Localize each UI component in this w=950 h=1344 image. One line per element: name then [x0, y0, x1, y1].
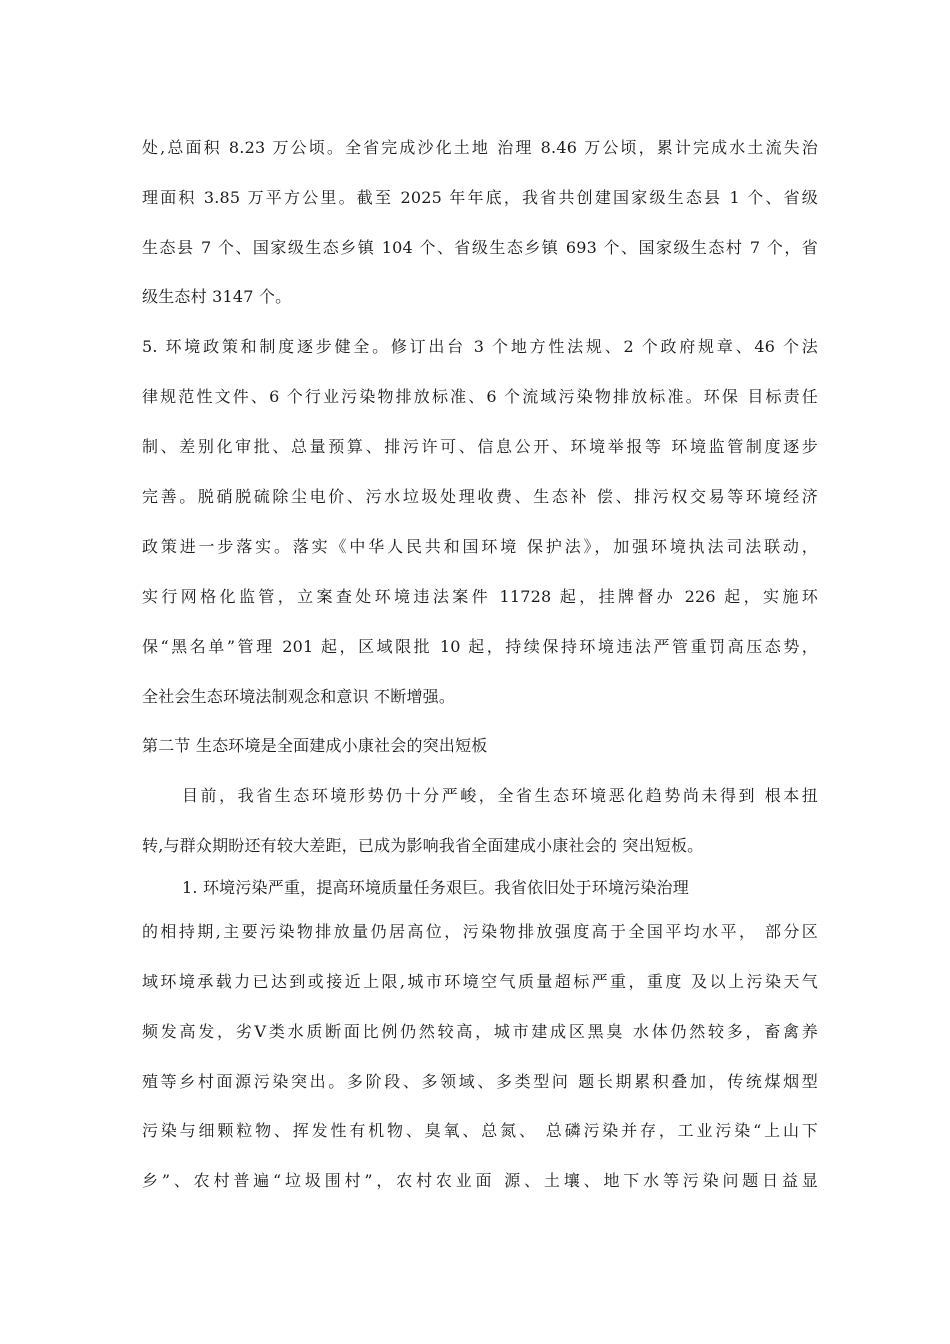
list-item-heading: 5. 环境政策和制度逐步健全。修订出台 3 个地方性法规、2 个政府规章、46 个法 [142, 337, 818, 356]
text-line: 实行网格化监管，立案查处环境违法案件 11728 起，挂牌督办 226 起，实施环 [142, 587, 818, 606]
section-heading: 第二节 生态环境是全面建成小康社会的突出短板 [142, 736, 488, 755]
text-line: 转,与群众期盼还有较大差距，已成为影响我省全面建成小康社会的 突出短板。 [142, 836, 704, 855]
paragraph-first-line: 目前，我省生态环境形势仍十分严峻，全省生态环境恶化趋势尚未得到 根本扭 [182, 786, 818, 805]
text-line: 政策进一步落实。落实《中华人民共和国环境 保护法》，加强环境执法司法联动， [142, 537, 818, 556]
text-line: 污染与细颗粒物、挥发性有机物、臭氧、总氮、 总磷污染并存，工业污染“上山下 [142, 1121, 818, 1140]
text-line: 处,总面积 8.23 万公顷。全省完成沙化土地 治理 8.46 万公顷，累计完成水土流失治 [142, 138, 818, 157]
list-item-heading: 1. 环境污染严重，提高环境质量任务艰巨。我省依旧处于环境污染治理 [182, 878, 689, 897]
text-line: 乡”、农村普遍“垃圾围村”，农村农业面 源、土壤、地下水等污染问题日益显 [142, 1171, 818, 1190]
text-line: 全社会生态环境法制观念和意识 不断增强。 [142, 687, 456, 706]
text-line: 生态县 7 个、国家级生态乡镇 104 个、省级生态乡镇 693 个、国家级生态村 7 个，省 [142, 238, 818, 257]
text-line: 理面积 3.85 万平方公里。截至 2025 年年底，我省共创建国家级生态县 1 个、省级 [142, 188, 818, 207]
text-line: 级生态村 3147 个。 [142, 287, 292, 306]
text-line: 殖等乡村面源污染突出。多阶段、多领域、多类型问 题长期累积叠加，传统煤烟型 [142, 1072, 818, 1091]
text-line: 保“黑名单”管理 201 起，区域限批 10 起，持续保持环境违法严管重罚高压态势， [142, 637, 818, 656]
text-line: 律规范性文件、6 个行业污染物排放标准、6 个流域污染物排放标准。环保 目标责任 [142, 387, 818, 406]
text-line: 完善。脱硝脱硫除尘电价、污水垃圾处理收费、生态补 偿、排污权交易等环境经济 [142, 487, 818, 506]
text-line: 制、差别化审批、总量预算、排污许可、信息公开、环境举报等 环境监管制度逐步 [142, 437, 818, 456]
text-line: 的相持期,主要污染物排放量仍居高位，污染物排放强度高于全国平均水平， 部分区 [142, 922, 818, 941]
text-line: 频发高发，劣Ⅴ类水质断面比例仍然较高，城市建成区黑臭 水体仍然较多，畜禽养 [142, 1022, 818, 1041]
text-line: 域环境承载力已达到或接近上限,城市环境空气质量超标严重，重度 及以上污染天气 [142, 972, 818, 991]
